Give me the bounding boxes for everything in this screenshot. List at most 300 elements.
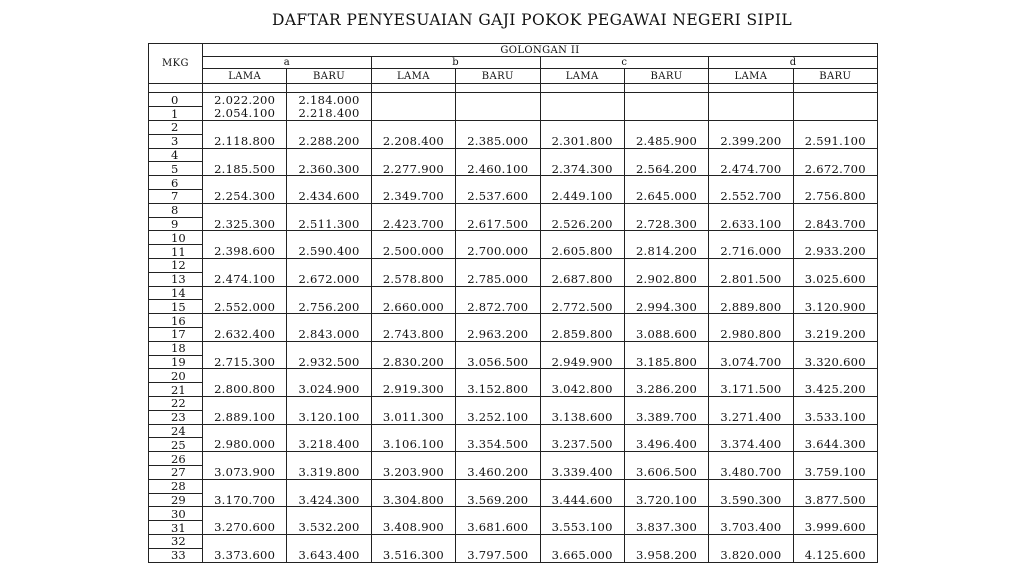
- baru-value-cell: [287, 121, 371, 135]
- lama-value-cell: 3.339.400: [540, 465, 624, 479]
- baru-value-cell: [793, 93, 877, 107]
- mkg-cell: 26: [149, 452, 203, 466]
- mkg-cell: 0: [149, 93, 203, 107]
- col-header-lama: LAMA: [709, 69, 793, 84]
- baru-value-cell: 2.785.000: [456, 272, 540, 286]
- mkg-cell: 18: [149, 341, 203, 355]
- lama-value-cell: [709, 203, 793, 217]
- baru-value-cell: [793, 121, 877, 135]
- lama-value-cell: [709, 479, 793, 493]
- baru-value-cell: 3.024.900: [287, 383, 371, 397]
- lama-value-cell: [371, 258, 455, 272]
- lama-value-cell: [203, 203, 287, 217]
- table-row: [149, 148, 878, 162]
- baru-value-cell: [287, 479, 371, 493]
- mkg-cell: 8: [149, 203, 203, 217]
- lama-value-cell: 2.632.400: [203, 327, 287, 341]
- baru-value-cell: [793, 452, 877, 466]
- baru-value-cell: [287, 534, 371, 548]
- table-row: [149, 521, 878, 535]
- baru-value-cell: 2.360.300: [287, 162, 371, 176]
- lama-value-cell: [540, 534, 624, 548]
- lama-value-cell: 2.349.700: [371, 190, 455, 204]
- baru-value-cell: [793, 314, 877, 328]
- lama-value-cell: [371, 286, 455, 300]
- lama-value-cell: [371, 314, 455, 328]
- lama-value-cell: [540, 369, 624, 383]
- col-header-lama: LAMA: [371, 69, 455, 84]
- baru-value-cell: 2.700.000: [456, 245, 540, 259]
- mkg-cell: 31: [149, 521, 203, 535]
- lama-value-cell: 3.480.700: [709, 465, 793, 479]
- baru-value-cell: [793, 424, 877, 438]
- mkg-cell: 21: [149, 383, 203, 397]
- baru-value-cell: [793, 507, 877, 521]
- mkg-cell: 13: [149, 272, 203, 286]
- lama-value-cell: [709, 93, 793, 107]
- baru-value-cell: [624, 369, 708, 383]
- lama-value-cell: [709, 534, 793, 548]
- baru-value-cell: [456, 341, 540, 355]
- lama-value-cell: 3.170.700: [203, 493, 287, 507]
- baru-value-cell: [793, 148, 877, 162]
- baru-value-cell: 3.120.900: [793, 300, 877, 314]
- lama-value-cell: [371, 534, 455, 548]
- lama-value-cell: [540, 507, 624, 521]
- baru-value-cell: 3.681.600: [456, 521, 540, 535]
- lama-value-cell: 2.889.100: [203, 410, 287, 424]
- lama-value-cell: 3.820.000: [709, 548, 793, 562]
- lama-value-cell: [203, 314, 287, 328]
- lama-value-cell: 2.801.500: [709, 272, 793, 286]
- baru-value-cell: [456, 107, 540, 121]
- lama-value-cell: [371, 341, 455, 355]
- lama-value-cell: 2.605.800: [540, 245, 624, 259]
- mkg-cell: 9: [149, 217, 203, 231]
- lama-value-cell: 2.889.800: [709, 300, 793, 314]
- baru-value-cell: [456, 176, 540, 190]
- baru-value-cell: 3.460.200: [456, 465, 540, 479]
- baru-value-cell: [624, 121, 708, 135]
- baru-value-cell: [624, 424, 708, 438]
- table-row: [149, 548, 878, 562]
- baru-value-cell: [624, 479, 708, 493]
- golongan-header: GOLONGAN II: [203, 44, 878, 57]
- baru-value-cell: [287, 203, 371, 217]
- lama-value-cell: 3.270.600: [203, 521, 287, 535]
- baru-value-cell: [624, 258, 708, 272]
- table-row: [149, 410, 878, 424]
- baru-value-cell: [624, 341, 708, 355]
- lama-value-cell: [540, 148, 624, 162]
- lama-value-cell: 2.980.000: [203, 438, 287, 452]
- baru-value-cell: 2.902.800: [624, 272, 708, 286]
- baru-value-cell: 2.434.600: [287, 190, 371, 204]
- table-row: [149, 369, 878, 383]
- baru-value-cell: 3.877.500: [793, 493, 877, 507]
- baru-value-cell: 3.837.300: [624, 521, 708, 535]
- mkg-header: MKG: [149, 44, 203, 84]
- lama-value-cell: 3.590.300: [709, 493, 793, 507]
- lama-value-cell: [540, 424, 624, 438]
- lama-value-cell: [203, 369, 287, 383]
- lama-value-cell: [709, 507, 793, 521]
- lama-value-cell: 3.011.300: [371, 410, 455, 424]
- lama-value-cell: [371, 176, 455, 190]
- baru-value-cell: 2.994.300: [624, 300, 708, 314]
- baru-value-cell: 2.645.000: [624, 190, 708, 204]
- lama-value-cell: [540, 231, 624, 245]
- table-row: [149, 493, 878, 507]
- baru-value-cell: [456, 507, 540, 521]
- mkg-cell: 32: [149, 534, 203, 548]
- table-row: [149, 507, 878, 521]
- baru-value-cell: 3.644.300: [793, 438, 877, 452]
- baru-value-cell: 2.485.900: [624, 134, 708, 148]
- baru-value-cell: 2.564.200: [624, 162, 708, 176]
- baru-value-cell: [793, 258, 877, 272]
- col-header-baru: BARU: [624, 69, 708, 84]
- baru-value-cell: 3.120.100: [287, 410, 371, 424]
- baru-value-cell: 2.385.000: [456, 134, 540, 148]
- lama-value-cell: [540, 176, 624, 190]
- lama-value-cell: 2.118.800: [203, 134, 287, 148]
- lama-value-cell: [203, 258, 287, 272]
- lama-value-cell: [203, 121, 287, 135]
- lama-value-cell: 2.919.300: [371, 383, 455, 397]
- lama-value-cell: 3.271.400: [709, 410, 793, 424]
- lama-value-cell: [540, 258, 624, 272]
- lama-value-cell: 2.980.800: [709, 327, 793, 341]
- lama-value-cell: [371, 148, 455, 162]
- lama-value-cell: [203, 507, 287, 521]
- lama-value-cell: [371, 121, 455, 135]
- mkg-cell: 7: [149, 190, 203, 204]
- baru-value-cell: [793, 286, 877, 300]
- table-row: [149, 162, 878, 176]
- table-row: [149, 121, 878, 135]
- mkg-cell: 1: [149, 107, 203, 121]
- lama-value-cell: 2.552.700: [709, 190, 793, 204]
- table-row: [149, 383, 878, 397]
- baru-value-cell: 2.288.200: [287, 134, 371, 148]
- lama-value-cell: 2.399.200: [709, 134, 793, 148]
- baru-value-cell: [624, 396, 708, 410]
- lama-value-cell: 3.073.900: [203, 465, 287, 479]
- lama-value-cell: [371, 369, 455, 383]
- baru-value-cell: [624, 286, 708, 300]
- lama-value-cell: [371, 424, 455, 438]
- lama-value-cell: [709, 176, 793, 190]
- baru-value-cell: 3.056.500: [456, 355, 540, 369]
- lama-value-cell: 2.660.000: [371, 300, 455, 314]
- table-row: [149, 176, 878, 190]
- baru-value-cell: 2.728.300: [624, 217, 708, 231]
- baru-value-cell: [624, 507, 708, 521]
- baru-value-cell: [287, 176, 371, 190]
- mkg-cell: 6: [149, 176, 203, 190]
- baru-value-cell: 2.218.400: [287, 107, 371, 121]
- lama-value-cell: [540, 396, 624, 410]
- table-row: [149, 327, 878, 341]
- lama-value-cell: [371, 203, 455, 217]
- lama-value-cell: [540, 452, 624, 466]
- baru-value-cell: [624, 231, 708, 245]
- lama-value-cell: [203, 231, 287, 245]
- baru-value-cell: 3.569.200: [456, 493, 540, 507]
- lama-value-cell: [709, 107, 793, 121]
- mkg-cell: 3: [149, 134, 203, 148]
- baru-value-cell: 3.720.100: [624, 493, 708, 507]
- lama-value-cell: [540, 341, 624, 355]
- lama-value-cell: [371, 396, 455, 410]
- mkg-cell: 25: [149, 438, 203, 452]
- mkg-cell: 17: [149, 327, 203, 341]
- lama-value-cell: 3.203.900: [371, 465, 455, 479]
- table-row: [149, 300, 878, 314]
- baru-value-cell: [287, 231, 371, 245]
- baru-value-cell: 2.756.200: [287, 300, 371, 314]
- baru-value-cell: [624, 176, 708, 190]
- baru-value-cell: [287, 258, 371, 272]
- lama-value-cell: [540, 203, 624, 217]
- baru-value-cell: 3.643.400: [287, 548, 371, 562]
- lama-value-cell: [540, 479, 624, 493]
- lama-value-cell: 2.398.600: [203, 245, 287, 259]
- baru-value-cell: 3.606.500: [624, 465, 708, 479]
- baru-value-cell: 3.425.200: [793, 383, 877, 397]
- table-row: [149, 93, 878, 107]
- group-header-d: d: [709, 57, 878, 69]
- lama-value-cell: 2.254.300: [203, 190, 287, 204]
- lama-value-cell: [203, 424, 287, 438]
- lama-value-cell: [203, 341, 287, 355]
- lama-value-cell: 3.074.700: [709, 355, 793, 369]
- lama-value-cell: 3.408.900: [371, 521, 455, 535]
- lama-value-cell: 2.449.100: [540, 190, 624, 204]
- baru-value-cell: 2.672.700: [793, 162, 877, 176]
- baru-value-cell: [456, 231, 540, 245]
- lama-value-cell: 2.772.500: [540, 300, 624, 314]
- lama-value-cell: [709, 148, 793, 162]
- lama-value-cell: 2.054.100: [203, 107, 287, 121]
- table-row: [149, 355, 878, 369]
- baru-value-cell: 2.590.400: [287, 245, 371, 259]
- baru-value-cell: 2.932.500: [287, 355, 371, 369]
- table-row: [149, 190, 878, 204]
- lama-value-cell: 2.715.300: [203, 355, 287, 369]
- lama-value-cell: [371, 107, 455, 121]
- baru-value-cell: [624, 107, 708, 121]
- table-row: [149, 479, 878, 493]
- baru-value-cell: [793, 231, 877, 245]
- baru-value-cell: [287, 396, 371, 410]
- lama-value-cell: 2.687.800: [540, 272, 624, 286]
- baru-value-cell: [793, 534, 877, 548]
- lama-value-cell: 2.578.800: [371, 272, 455, 286]
- baru-value-cell: 3.252.100: [456, 410, 540, 424]
- baru-value-cell: [793, 203, 877, 217]
- lama-value-cell: [203, 452, 287, 466]
- mkg-cell: 12: [149, 258, 203, 272]
- baru-value-cell: 2.591.100: [793, 134, 877, 148]
- lama-value-cell: [371, 231, 455, 245]
- lama-value-cell: 3.042.800: [540, 383, 624, 397]
- table-row: [149, 203, 878, 217]
- lama-value-cell: [709, 121, 793, 135]
- lama-value-cell: 2.859.800: [540, 327, 624, 341]
- lama-value-cell: 2.325.300: [203, 217, 287, 231]
- baru-value-cell: [624, 534, 708, 548]
- baru-value-cell: [624, 452, 708, 466]
- mkg-cell: 22: [149, 396, 203, 410]
- baru-value-cell: 3.185.800: [624, 355, 708, 369]
- lama-value-cell: 3.171.500: [709, 383, 793, 397]
- col-header-lama: LAMA: [540, 69, 624, 84]
- baru-value-cell: [287, 507, 371, 521]
- lama-value-cell: [371, 93, 455, 107]
- lama-value-cell: 3.304.800: [371, 493, 455, 507]
- baru-value-cell: 3.152.800: [456, 383, 540, 397]
- lama-value-cell: 3.516.300: [371, 548, 455, 562]
- mkg-cell: 29: [149, 493, 203, 507]
- baru-value-cell: 3.320.600: [793, 355, 877, 369]
- baru-value-cell: 3.286.200: [624, 383, 708, 397]
- baru-value-cell: [456, 93, 540, 107]
- lama-value-cell: 2.949.900: [540, 355, 624, 369]
- mkg-cell: 14: [149, 286, 203, 300]
- baru-value-cell: [456, 148, 540, 162]
- lama-value-cell: 3.374.400: [709, 438, 793, 452]
- lama-value-cell: 3.237.500: [540, 438, 624, 452]
- lama-value-cell: [709, 258, 793, 272]
- lama-value-cell: [203, 148, 287, 162]
- table-row: [149, 534, 878, 548]
- baru-value-cell: [456, 396, 540, 410]
- baru-value-cell: [793, 107, 877, 121]
- baru-value-cell: [287, 424, 371, 438]
- baru-value-cell: [456, 479, 540, 493]
- baru-value-cell: [793, 341, 877, 355]
- lama-value-cell: [709, 369, 793, 383]
- lama-value-cell: 2.552.000: [203, 300, 287, 314]
- col-header-baru: BARU: [287, 69, 371, 84]
- lama-value-cell: 2.474.100: [203, 272, 287, 286]
- baru-value-cell: 2.672.000: [287, 272, 371, 286]
- baru-value-cell: [624, 314, 708, 328]
- lama-value-cell: 2.277.900: [371, 162, 455, 176]
- baru-value-cell: [287, 369, 371, 383]
- mkg-cell: 24: [149, 424, 203, 438]
- lama-value-cell: [540, 107, 624, 121]
- baru-value-cell: [456, 424, 540, 438]
- baru-value-cell: 3.759.100: [793, 465, 877, 479]
- lama-value-cell: 3.665.000: [540, 548, 624, 562]
- baru-value-cell: 3.532.200: [287, 521, 371, 535]
- table-row: [149, 341, 878, 355]
- lama-value-cell: [709, 286, 793, 300]
- lama-value-cell: 3.106.100: [371, 438, 455, 452]
- lama-value-cell: 3.703.400: [709, 521, 793, 535]
- lama-value-cell: 2.800.800: [203, 383, 287, 397]
- lama-value-cell: [203, 396, 287, 410]
- lama-value-cell: 2.526.200: [540, 217, 624, 231]
- lama-value-cell: [203, 479, 287, 493]
- group-header-b: b: [371, 57, 540, 69]
- lama-value-cell: 2.830.200: [371, 355, 455, 369]
- baru-value-cell: 2.617.500: [456, 217, 540, 231]
- baru-value-cell: [793, 176, 877, 190]
- table-row: [149, 396, 878, 410]
- table-row: [149, 286, 878, 300]
- baru-value-cell: 2.184.000: [287, 93, 371, 107]
- lama-value-cell: 3.444.600: [540, 493, 624, 507]
- lama-value-cell: 3.373.600: [203, 548, 287, 562]
- lama-value-cell: [540, 121, 624, 135]
- baru-value-cell: 3.354.500: [456, 438, 540, 452]
- lama-value-cell: 2.374.300: [540, 162, 624, 176]
- baru-value-cell: [456, 286, 540, 300]
- col-header-baru: BARU: [456, 69, 540, 84]
- lama-value-cell: 2.500.000: [371, 245, 455, 259]
- baru-value-cell: [287, 452, 371, 466]
- baru-value-cell: 3.218.400: [287, 438, 371, 452]
- mkg-cell: 5: [149, 162, 203, 176]
- lama-value-cell: [709, 231, 793, 245]
- lama-value-cell: [709, 341, 793, 355]
- baru-value-cell: 2.814.200: [624, 245, 708, 259]
- mkg-cell: 27: [149, 465, 203, 479]
- lama-value-cell: 2.474.700: [709, 162, 793, 176]
- baru-value-cell: [456, 534, 540, 548]
- table-row: [149, 217, 878, 231]
- table-row: [149, 258, 878, 272]
- baru-value-cell: [456, 452, 540, 466]
- baru-value-cell: 2.872.700: [456, 300, 540, 314]
- baru-value-cell: 3.219.200: [793, 327, 877, 341]
- mkg-cell: 20: [149, 369, 203, 383]
- baru-value-cell: [287, 341, 371, 355]
- table-body: [149, 84, 878, 563]
- group-header-c: c: [540, 57, 709, 69]
- group-header-a: a: [203, 57, 372, 69]
- page-title: DAFTAR PENYESUAIAN GAJI POKOK PEGAWAI NEGERI SIPIL: [272, 11, 793, 29]
- lama-value-cell: [371, 452, 455, 466]
- baru-value-cell: 3.389.700: [624, 410, 708, 424]
- baru-value-cell: [624, 203, 708, 217]
- table-row: [149, 424, 878, 438]
- lama-value-cell: 2.208.400: [371, 134, 455, 148]
- baru-value-cell: 2.537.600: [456, 190, 540, 204]
- baru-value-cell: 2.933.200: [793, 245, 877, 259]
- table-row: [149, 107, 878, 121]
- baru-value-cell: 3.319.800: [287, 465, 371, 479]
- lama-value-cell: [709, 424, 793, 438]
- mkg-cell: 2: [149, 121, 203, 135]
- baru-value-cell: 3.797.500: [456, 548, 540, 562]
- lama-value-cell: [540, 286, 624, 300]
- lama-value-cell: [203, 534, 287, 548]
- lama-value-cell: 2.743.800: [371, 327, 455, 341]
- lama-value-cell: 2.633.100: [709, 217, 793, 231]
- baru-value-cell: 2.460.100: [456, 162, 540, 176]
- baru-value-cell: 3.088.600: [624, 327, 708, 341]
- baru-value-cell: 2.756.800: [793, 190, 877, 204]
- baru-value-cell: [793, 479, 877, 493]
- lama-value-cell: [540, 314, 624, 328]
- col-header-baru: BARU: [793, 69, 877, 84]
- lama-value-cell: [203, 286, 287, 300]
